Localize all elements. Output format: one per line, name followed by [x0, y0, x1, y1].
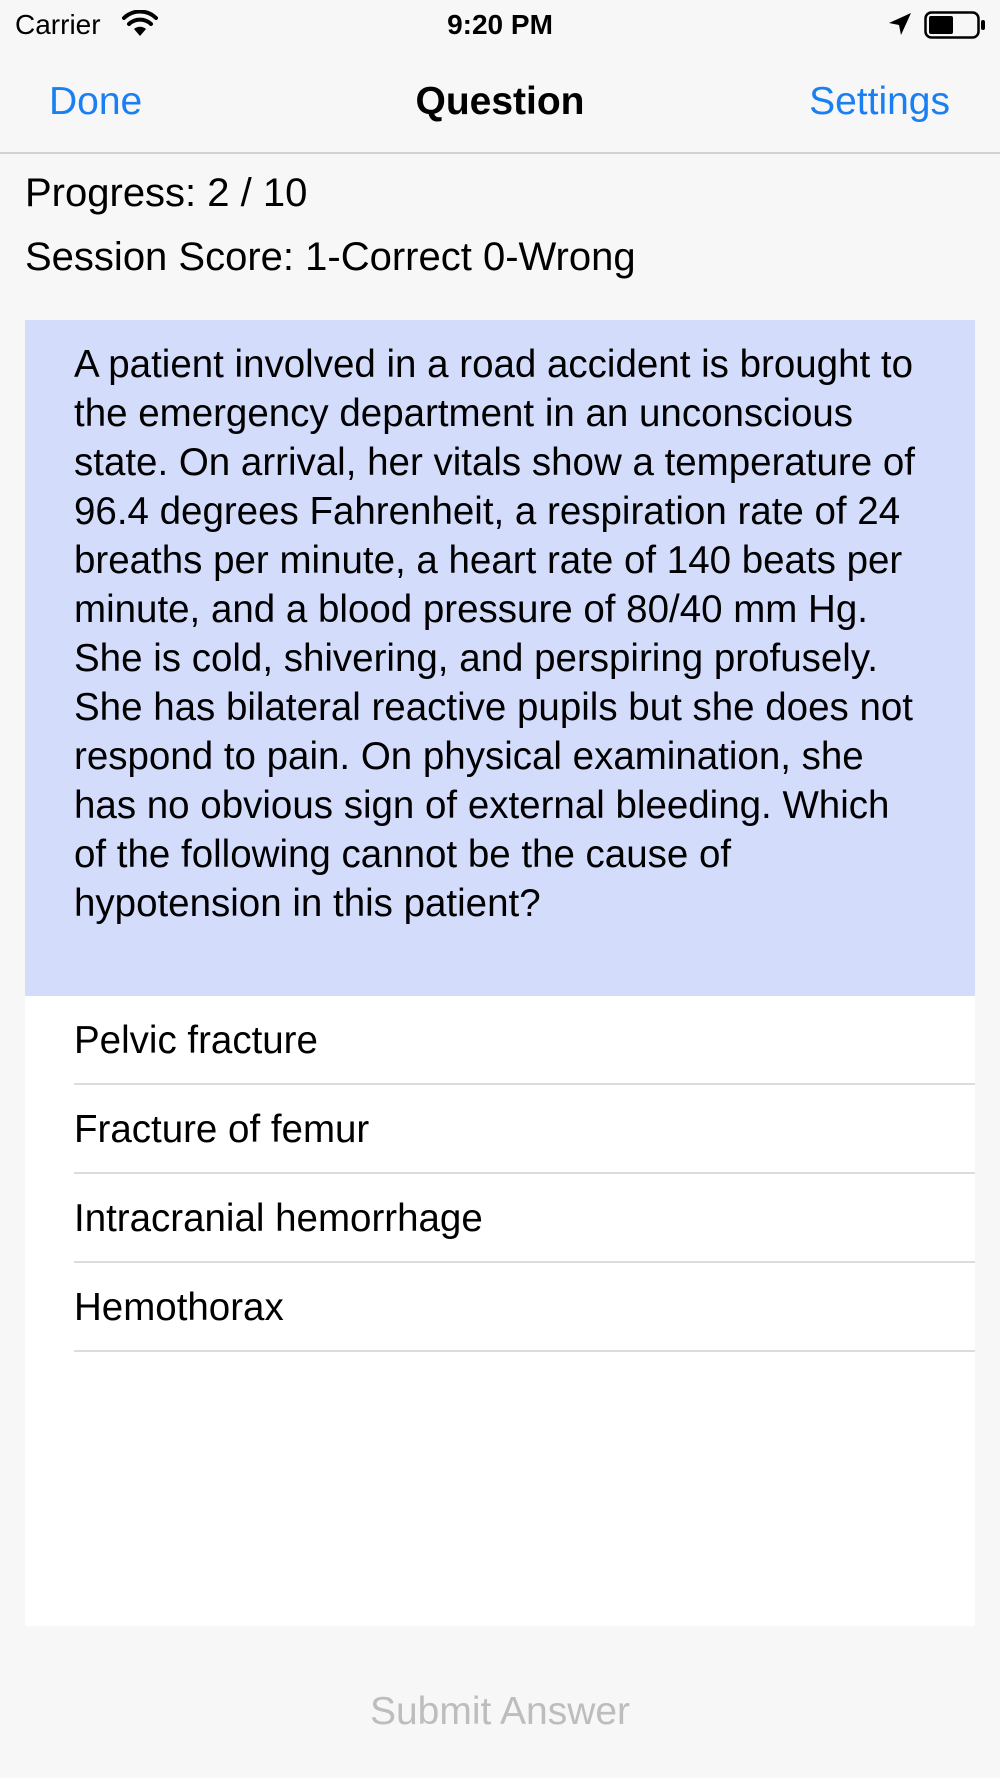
- answer-option[interactable]: Intracranial hemorrhage: [74, 1174, 975, 1263]
- answer-options: [25, 996, 975, 1352]
- progress-label: Progress: 2 / 10: [25, 171, 308, 215]
- answer-option[interactable]: Pelvic fracture: [74, 996, 975, 1085]
- submit-answer-button[interactable]: Submit Answer: [369, 1690, 631, 1733]
- navigation-bar: [0, 50, 1000, 154]
- battery-icon: [924, 10, 988, 40]
- question-card: [25, 320, 975, 1626]
- question-text: A patient involved in a road accident is brought to the emergency department in an unconscious state. On arrival, her vitals show a temperature of 96.4 degrees Fahrenheit, a respiration rate of 24 breaths per minute, a heart rate of 140 beats per minute, and a blood pressure of 80/40 mm Hg. She is cold, shivering, and perspiring profusely. She has bilateral reactive pupils but she does not respond to pain. On physical examination, she has no obvious sign of external bleeding. Which of the following cannot be the cause of hypotension in this patient?: [25, 320, 975, 996]
- status-bar: [0, 0, 1000, 50]
- location-arrow-icon: [886, 10, 914, 38]
- done-button[interactable]: Done: [49, 80, 143, 123]
- carrier-label: Carrier: [15, 9, 101, 40]
- answer-option[interactable]: Fracture of femur: [74, 1085, 975, 1174]
- answer-option[interactable]: Hemothorax: [74, 1263, 975, 1352]
- clock: 9:20 PM: [447, 9, 553, 40]
- session-score-label: Session Score: 1-Correct 0-Wrong: [25, 235, 636, 279]
- settings-button[interactable]: Settings: [809, 80, 950, 123]
- page-title: Question: [415, 80, 585, 123]
